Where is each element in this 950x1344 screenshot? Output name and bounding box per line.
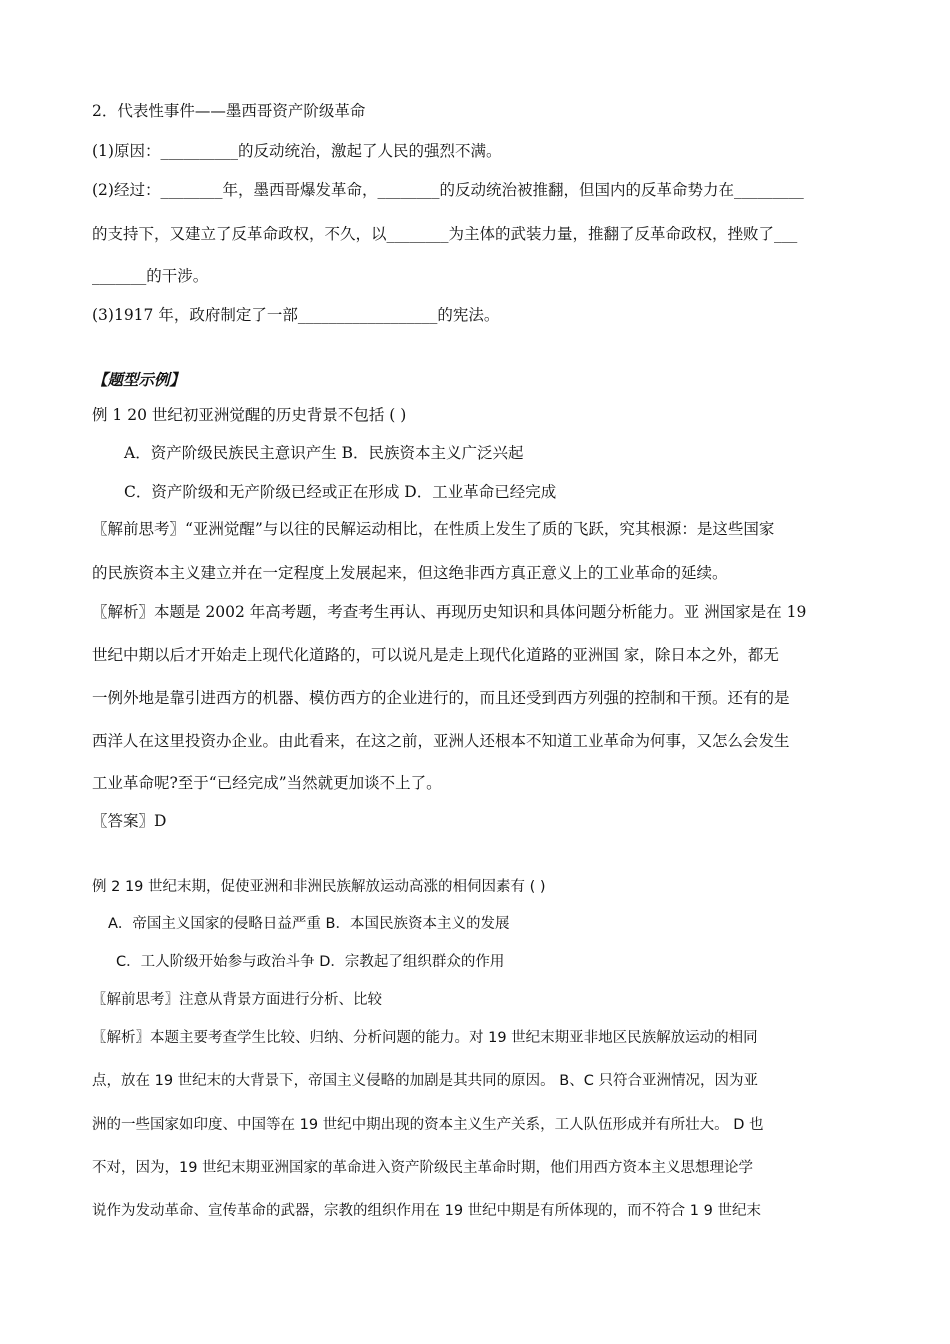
example1-analysis-5: 工业革命呢?至于“已经完成”当然就更加谈不上了。	[92, 774, 442, 792]
cause-line: (1)原因：__________的反动统治，激起了人民的强烈不满。	[92, 142, 502, 160]
example1-pre-thinking-2: 的民族资本主义建立并在一定程度上发展起来，但这绝非西方真正意义上的工业革命的延续。	[92, 564, 728, 582]
example1-options-row1: A．资产阶级民族民主意识产生 B．民族资本主义广泛兴起	[124, 444, 524, 462]
examples-header: 【题型示例】	[92, 370, 186, 389]
constitution-line: (3)1917 年，政府制定了一部__________________的宪法。	[92, 306, 500, 324]
example2-options-row1: A．帝国主义国家的侵略日益严重 B．本国民族资本主义的发展	[108, 916, 510, 932]
example2-question: 例 2 19 世纪末期，促使亚洲和非洲民族解放运动高涨的相伺因素有 ( )	[92, 879, 546, 895]
process-line-3: _______的干涉。	[92, 267, 209, 285]
example2-analysis-2: 点，放在 19 世纪末的大背景下，帝国主义侵略的加剧是其共同的原因。 B、C 只符合亚洲情况，因为亚	[92, 1073, 758, 1089]
example1-analysis-4: 西洋人在这里投资办企业。由此看来，在这之前，亚洲人还根本不知道工业革命为何事，又怎么会发生	[92, 732, 790, 750]
process-line-1: (2)经过：________年，墨西哥爆发革命，________的反动统治被推翻，但国内的反革命势力在_________	[92, 181, 804, 199]
example2-pre-thinking: 〖解前思考〗注意从背景方面进行分析、比较	[92, 992, 382, 1008]
example2-analysis-1: 〖解析〗本题主要考查学生比较、归纳、分析问题的能力。对 19 世纪末期亚非地区民族解放运动的相同	[92, 1030, 758, 1046]
example2-analysis-3: 洲的一些国家如印度、中国等在 19 世纪中期出现的资本主义生产关系，工人队伍形成并有所壮大。 D 也	[92, 1117, 764, 1133]
example2-options-row2: C．工人阶级开始参与政治斗争 D．宗教起了组织群众的作用	[116, 954, 505, 970]
example1-question: 例 1 20 世纪初亚洲觉醒的历史背景不包括 ( )	[92, 406, 407, 424]
example1-answer: 〖答案〗D	[92, 812, 167, 830]
example2-analysis-5: 说作为发动革命、宣传革命的武器，宗教的组织作用在 19 世纪中期是有所体现的，而不符合 1 9 世纪末	[92, 1203, 761, 1219]
example1-analysis-1: 〖解析〗本题是 2002 年高考题，考查考生再认、再现历史知识和具体问题分析能力。亚 洲国家是在 19	[92, 603, 807, 621]
example1-analysis-2: 世纪中期以后才开始走上现代化道路的，可以说凡是走上现代化道路的亚洲国 家，除日本之外，都无	[92, 646, 779, 664]
example2-analysis-4: 不对，因为，19 世纪末期亚洲国家的革命进入资产阶级民主革命时期，他们用西方资本主义思想理论学	[92, 1160, 754, 1176]
example1-pre-thinking-1: 〖解前思考〗“亚洲觉醒”与以往的民解运动相比，在性质上发生了质的飞跃，究其根源：是这些国家	[92, 520, 775, 538]
process-line-2: 的支持下，又建立了反革命政权，不久，以________为主体的武装力量，推翻了反革命政权，挫败了___	[92, 225, 798, 243]
section-title: 2．代表性事件——墨西哥资产阶级革命	[92, 102, 366, 120]
example1-analysis-3: 一例外地是靠引进西方的机器、模仿西方的企业进行的，而且还受到西方列强的控制和干预。还有的是	[92, 689, 790, 707]
example1-options-row2: C．资产阶级和无产阶级已经或正在形成 D．工业革命已经完成	[124, 483, 557, 501]
